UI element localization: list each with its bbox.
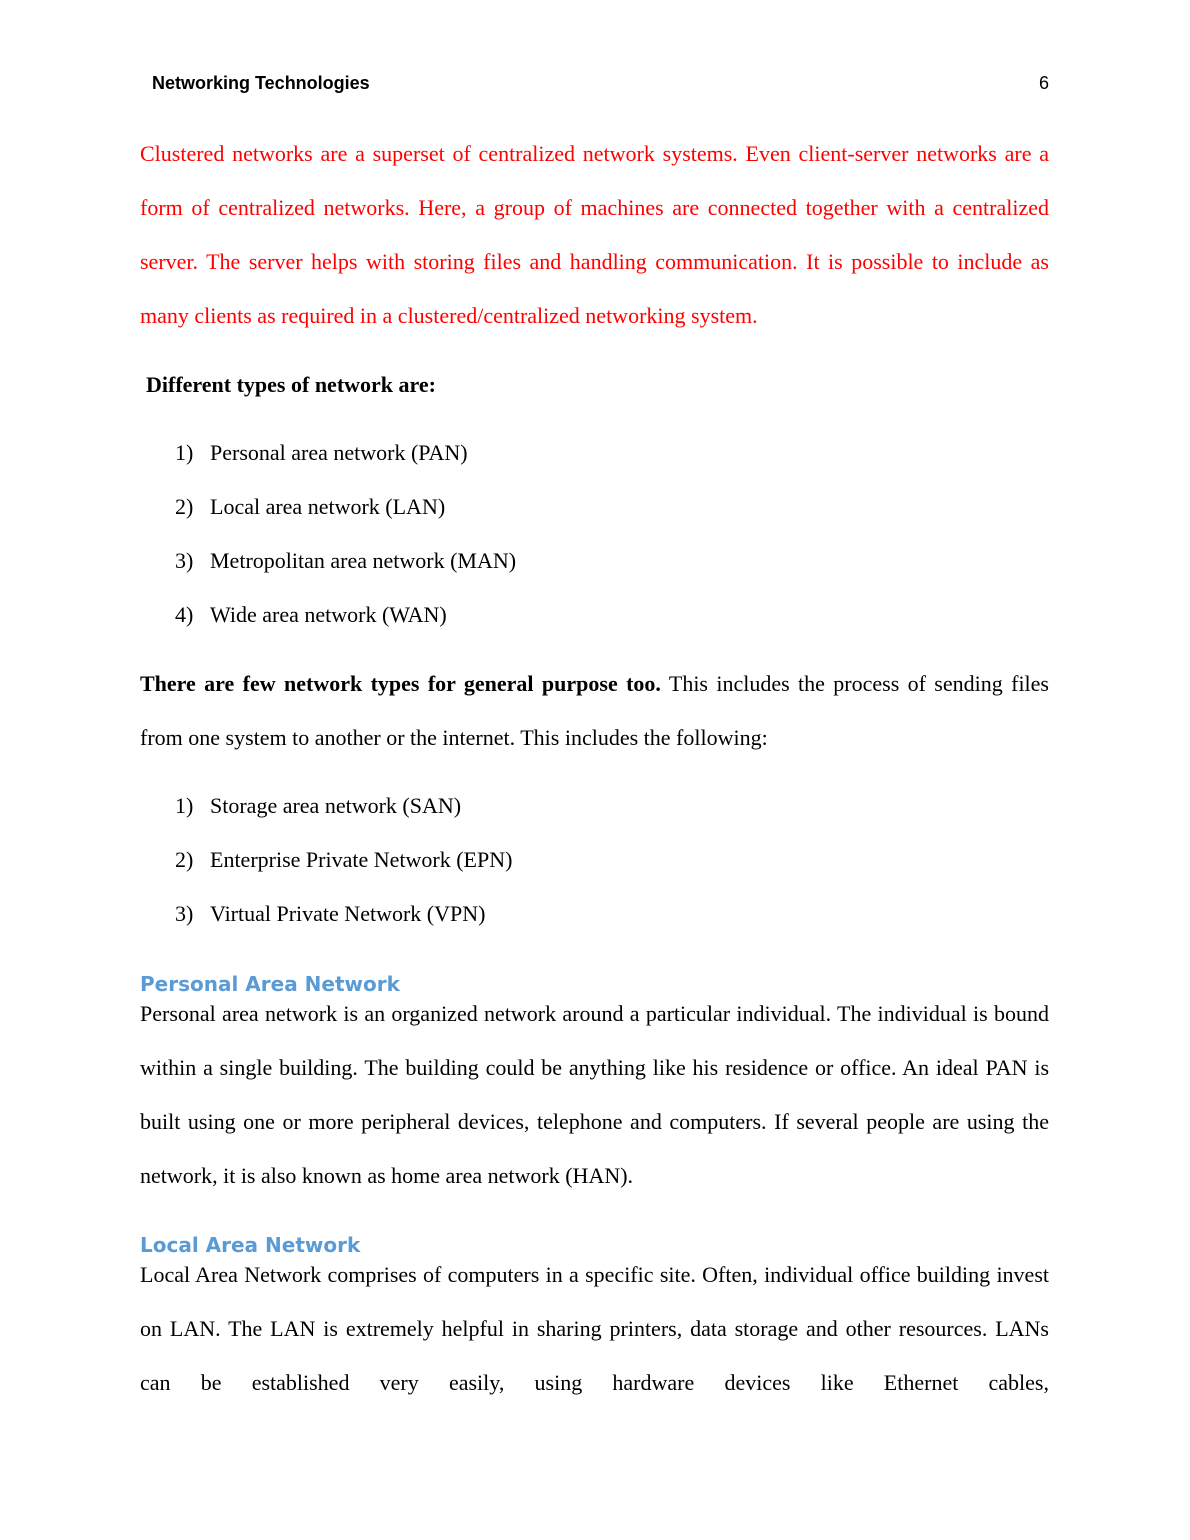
list-item (140, 534, 1049, 588)
list-label: Metropolitan area network (MAN) (210, 548, 517, 573)
list-label: Personal area network (PAN) (210, 440, 468, 465)
page-number: 6 (1038, 73, 1049, 93)
list-number: 3) (175, 901, 194, 926)
pan-heading: Personal Area Network (140, 972, 400, 996)
list-number: 1) (175, 793, 194, 818)
list-label: Storage area network (SAN) (210, 793, 462, 818)
pan-paragraph: Personal area network is an organized network around a particular individual. The individual is bound within a single building. The building could be anything like his residence or office. An ideal PAN is built using one or more peripheral devices, telephone and computers. If several people are using the network, it is also known as home area network (HAN). (140, 1001, 1049, 1188)
lan-paragraph: Local Area Network comprises of computers in a specific site. Often, individual office building invest on LAN. The LAN is extremely helpful in sharing printers, data storage and other resources. LANs can be established very easily, using hardware devices like Ethernet cables, (140, 1262, 1049, 1395)
lan-heading: Local Area Network (140, 1233, 361, 1257)
types-heading: Different types of network are: (146, 372, 436, 397)
list-number: 4) (175, 602, 194, 627)
list-item (140, 887, 1049, 941)
general-bold-lead: There are few network types for general purpose too. (140, 671, 661, 696)
list-label: Enterprise Private Network (EPN) (210, 847, 513, 872)
list-number: 2) (175, 494, 194, 519)
general-rest: This includes the process of sending files from one system to another or the internet. This includes the following: (140, 671, 1049, 750)
network-types-list (140, 426, 1049, 642)
list-item (140, 480, 1049, 534)
list-item (140, 588, 1049, 642)
list-number: 1) (175, 440, 194, 465)
intro-paragraph: Clustered networks are a superset of centralized network systems. Even client-server networks are a form of centralized networks. Here, a group of machines are connected together with a centralized server. The server helps with storing files and handling communication. It is possible to include as many clients as required in a clustered/centralized networking system. (140, 141, 1049, 328)
list-number: 2) (175, 847, 194, 872)
list-item (140, 426, 1049, 480)
running-header-title: Networking Technologies (152, 73, 370, 93)
list-label: Local area network (LAN) (210, 494, 446, 519)
list-label: Virtual Private Network (VPN) (210, 901, 486, 926)
list-number: 3) (175, 548, 194, 573)
list-item (140, 779, 1049, 833)
general-types-list (140, 779, 1049, 941)
list-label: Wide area network (WAN) (210, 602, 447, 627)
general-purpose-paragraph (140, 657, 1049, 765)
list-item (140, 833, 1049, 887)
